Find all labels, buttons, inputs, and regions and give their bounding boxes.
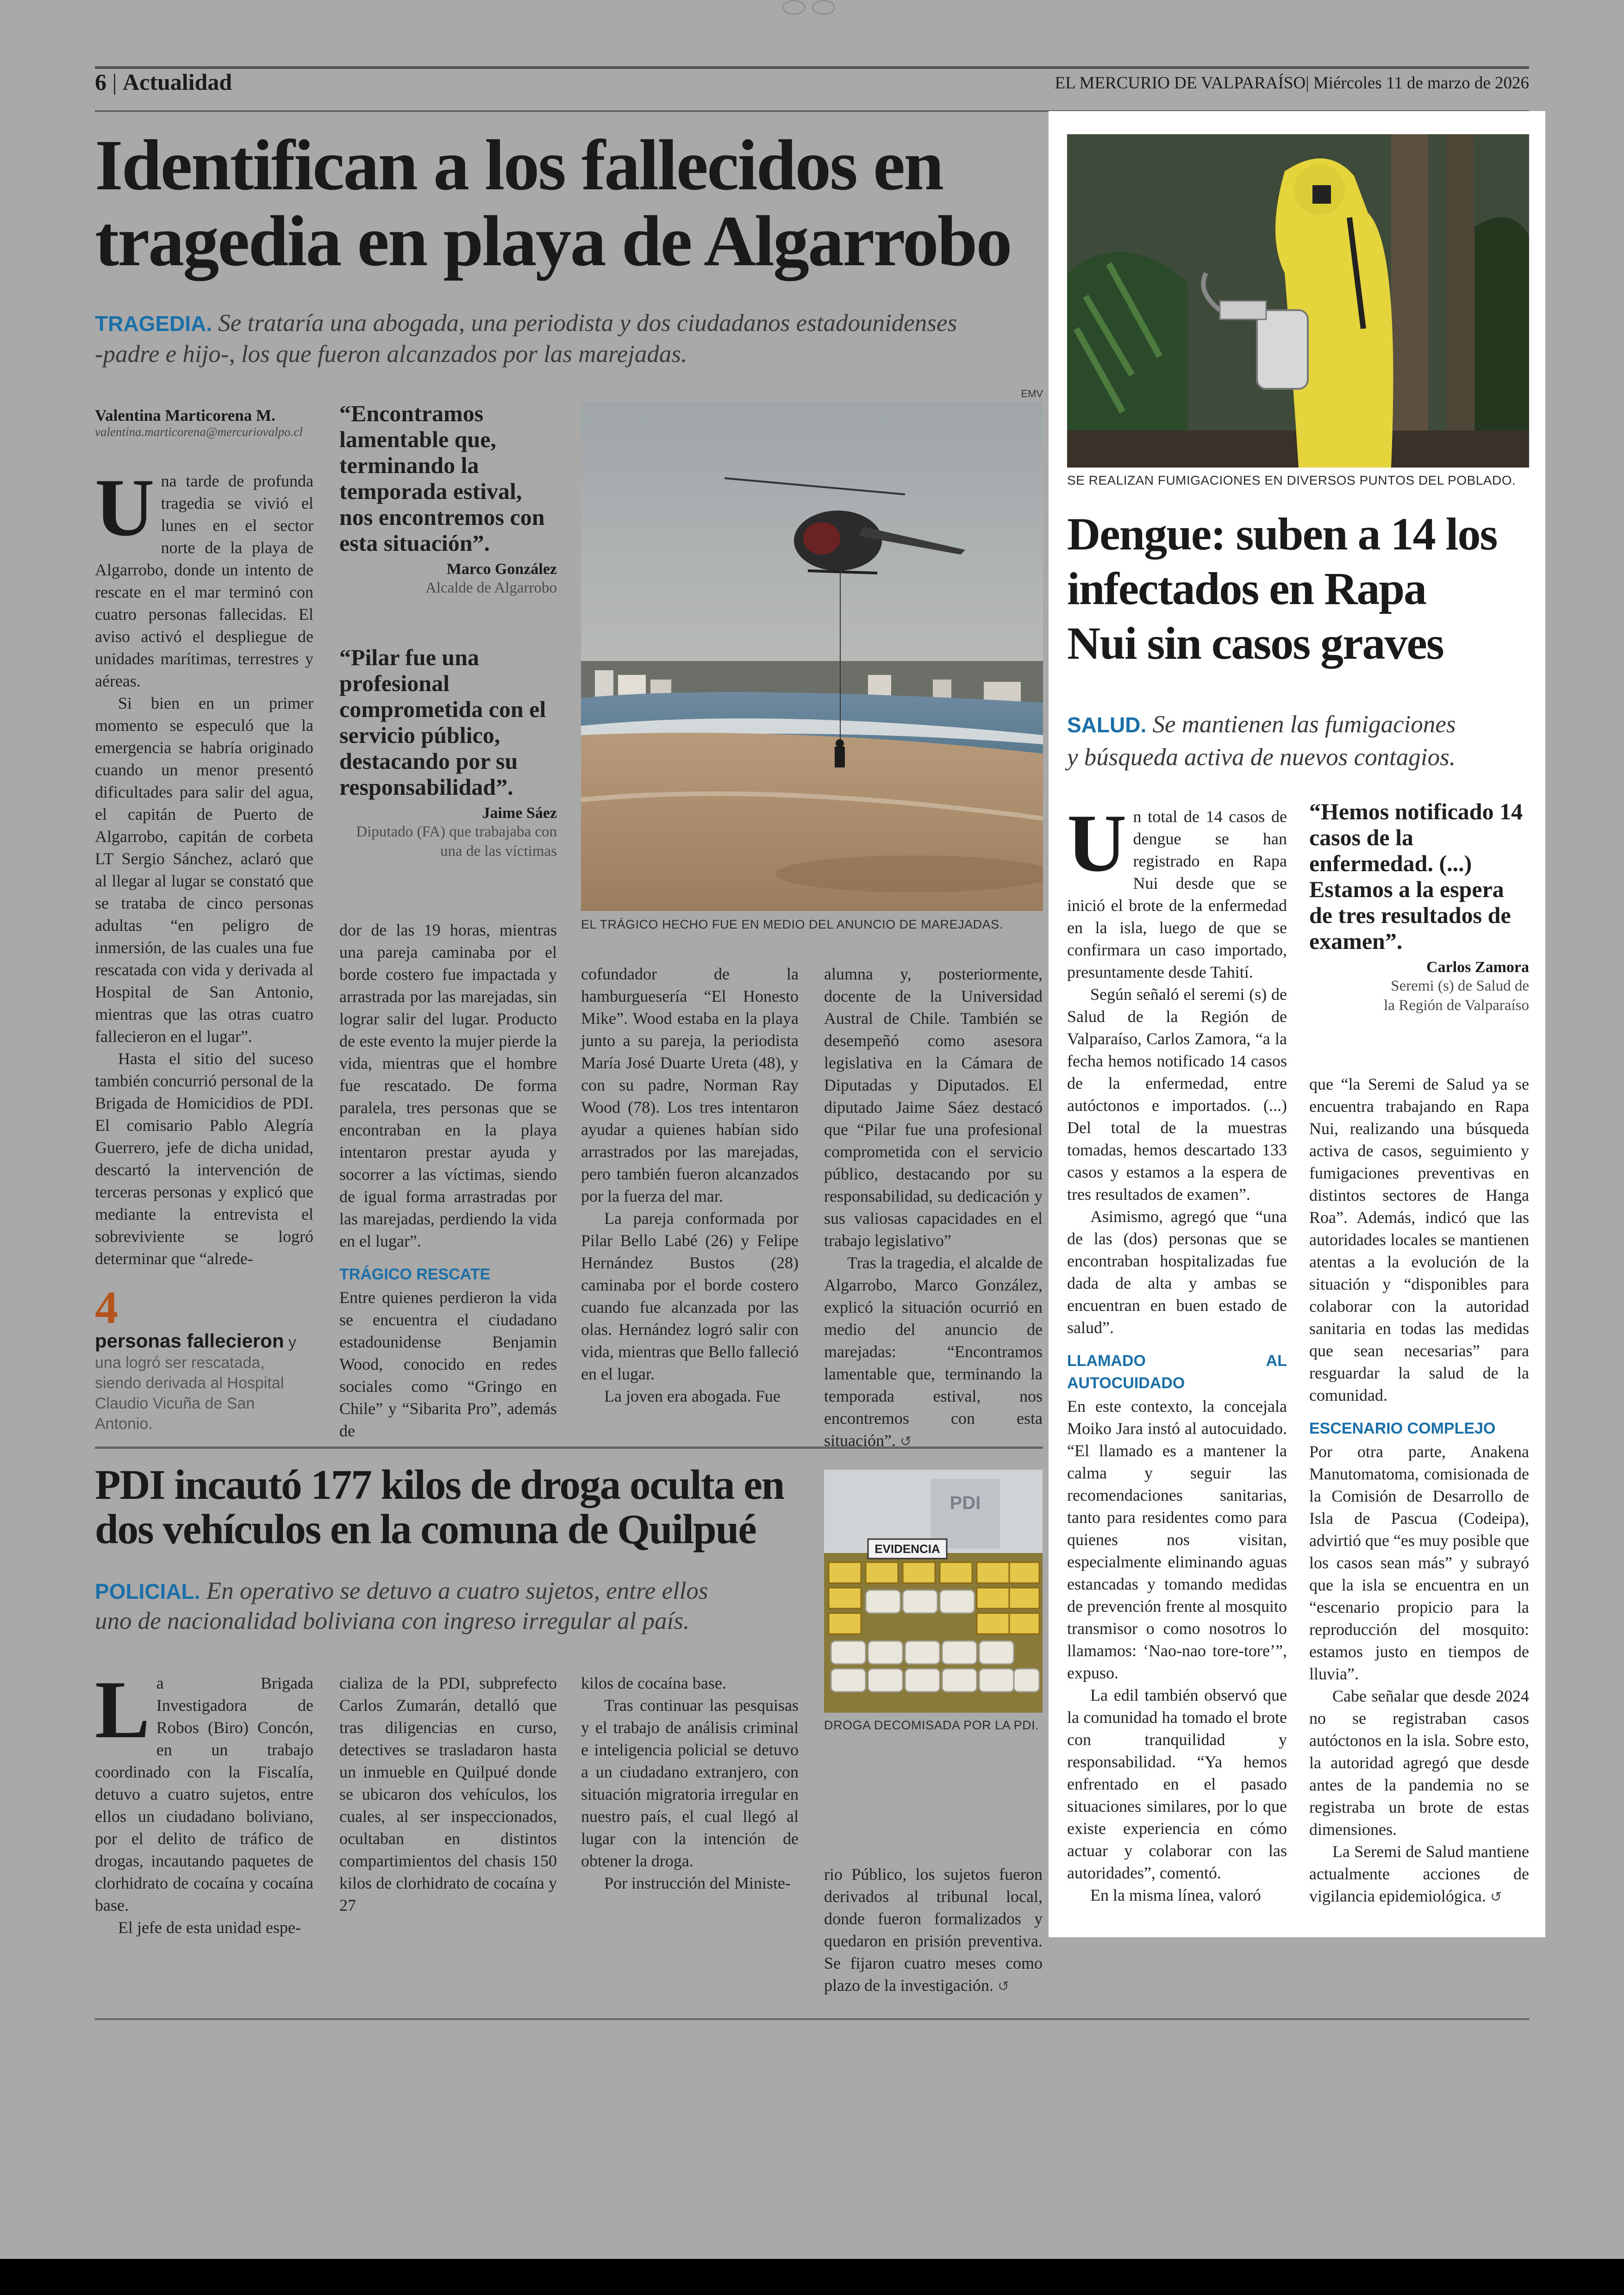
main-col-3 xyxy=(581,963,799,1407)
subhead-escenario: ESCENARIO COMPLEJO xyxy=(1309,1420,1496,1437)
dengue-headline-line-2: infectados en Rapa xyxy=(1067,563,1426,614)
stat-rest-2: una logró ser rescatada, siendo derivada al Hospital Claudio Vicuña de San Antonio. xyxy=(95,1354,284,1433)
dengue-col-1 xyxy=(1067,797,1287,1906)
drug-dek-line-2: uno de nacionalidad boliviana con ingreso irregular al país. xyxy=(95,1608,690,1634)
drug-col3-p3: Por instrucción del Ministe- xyxy=(604,1874,791,1892)
quote-2-role: Diputado (FA) que trabajaba con una de las víctimas xyxy=(356,823,557,860)
evidence-label-text: EVIDENCIA xyxy=(874,1542,940,1556)
main-col-4 xyxy=(824,963,1043,1453)
dengue-headline-line-1: Dengue: suben a 14 los xyxy=(1067,508,1497,560)
end-mark-icon: ↺ xyxy=(899,1434,912,1450)
drug-p1: a Brigada Investigadora de Robos (Biro) Concón, en un trabajo coordinado con la Fiscalía, detuvo a cuatro sujetos, entre ellos un ciudadano boliviano, por el delito de tráfico de drogas, incautando paquetes de clorhidrato de cocaína y cocaína base. xyxy=(95,1674,313,1915)
page-number: 6 xyxy=(95,69,106,95)
page-bottom-rule xyxy=(95,2018,1529,2020)
dengue-p6: En la misma línea, valoró xyxy=(1090,1886,1261,1904)
dengue-quote: “Hemos notificado 14 casos de la enfermedad. (...) Estamos a la espera de tres resultados de examen”. xyxy=(1309,798,1523,954)
fumigation-image xyxy=(1067,134,1529,468)
drug-col-2 xyxy=(339,1672,557,1916)
main-kicker: TRAGEDIA. xyxy=(95,312,212,336)
main-col-2 xyxy=(339,919,557,1442)
drug-col-3 xyxy=(581,1672,799,1894)
story-divider xyxy=(95,1447,1043,1449)
drug-p2: El jefe de esta unidad espe- xyxy=(118,1918,301,1937)
main-col2-p1: dor de las 19 horas, mientras una pareja caminaba por el borde costero fue impactada y arrastrada por las marejadas, sin lograr salir del lugar. Producto de este evento la mujer pierde la vida, mientras que el hombre fue rescatado. De forma paralela, tres personas que se encontraban en la playa intentaron prestar ayuda y socorrer a las víctimas, siendo de igual forma arrastradas por las marejadas, perdiendo la vida en el lugar”. xyxy=(339,921,557,1250)
quote-2-name: Jaime Sáez xyxy=(482,804,557,822)
author-name: Valentina Marticorena M. xyxy=(95,406,275,424)
quote-block-2 xyxy=(339,644,557,861)
stat-box xyxy=(95,1282,313,1434)
main-headline-line-1: Identifican a los fallecidos en xyxy=(95,125,943,205)
main-headline-line-2: tragedia en playa de Algarrobo xyxy=(95,200,1011,281)
drug-drop-cap: L xyxy=(95,1664,150,1755)
dengue-p5: La edil también observó que la comunidad ha tomado el brote con tranquilidad y responsabilidad. “Ya hemos enfrentado en el pasado situaciones similares, por lo que existe experiencia en cómo actuar y colaborar con las autoridades”, comentó. xyxy=(1067,1686,1287,1882)
dengue-p1: n total de 14 casos de dengue se han registrado en Rapa Nui desde que se inició el brote de la enfermedad en la isla, luego de que se confirmara un caso importado, presuntamente desde Tahití. xyxy=(1067,807,1287,981)
publication-name: EL MERCURIO DE VALPARAÍSO xyxy=(1055,74,1306,93)
dengue-quote-name: Carlos Zamora xyxy=(1426,959,1529,976)
drug-col3-p2: Tras continuar las pesquisas y el trabajo de análisis criminal e inteligencia policial se detuvo a un ciudadano extranjero, con situación migratoria irregular en nuestro país, el cual llegó al lugar con la intención de obtener la droga. xyxy=(581,1696,799,1870)
pub-divider: | xyxy=(1305,74,1313,93)
seized-drugs-image xyxy=(824,1470,1043,1713)
main-col2-p2: Entre quienes perdieron la vida se encuentra el ciudadano estadounidense Benjamin Wood, conocido en redes sociales como “Gringo en Chile” y “Sibarita Pro”, además de xyxy=(339,1288,557,1440)
dengue-quote-block xyxy=(1309,798,1529,1015)
drug-col-4 xyxy=(824,1863,1043,1998)
quote-1-name: Marco González xyxy=(446,561,557,578)
drug-dek xyxy=(95,1576,817,1636)
drug-headline xyxy=(95,1463,817,1551)
publication-date: Miércoles 11 de marzo de 2026 xyxy=(1313,74,1529,93)
helicopter-beach-image xyxy=(581,402,1043,911)
drug-photo-caption: DROGA DECOMISADA POR LA PDI. xyxy=(824,1718,1039,1732)
main-col4-p2: Tras la tragedia, el alcalde de Algarrobo, Marco González, explicó la situación ocurrió en medio del anuncio de marejadas: “Encontramos lamentable que, terminando la temporada estival, nos encontremos con esta situación”. xyxy=(824,1254,1043,1450)
dengue-headline xyxy=(1067,507,1530,671)
dengue-p2: Según señaló el seremi (s) de Salud de la Región de Valparaíso, Carlos Zamora, “a la fecha hemos notificado 14 casos de la enfermedad, entre autóctonos e importados. (...) Del total de la muestras tomadas, hemos descartado 133 casos y estamos a la espera de tres resultados de examen”. xyxy=(1067,985,1287,1204)
drop-cap: U xyxy=(95,461,155,553)
main-col3-p2: La pareja conformada por Pilar Bello Labé (26) y Felipe Hernández Bustos (28) caminaba por el borde costero cuando fue alcanzada por las olas. Hernández logró salir con vida, mientras que Bello falleció en el lugar. xyxy=(581,1209,799,1383)
section-name: Actualidad xyxy=(123,69,232,95)
dengue-p4: En este contexto, la concejala Moiko Jara instó al autocuidado. “El llamado es a mantener la calma y seguir las recomendaciones sanitarias, tanto para residentes como para quienes nos visitan, especialmente eliminando aguas estancadas y tomando medidas de prevención frente al mosquito transmisor o como nosotros lo llamamos: ‘Nao-nao tore-tore’”, expuso. xyxy=(1067,1397,1287,1682)
main-col3-p1: cofundador de la hamburguesería “El Honesto Mike”. Wood estaba en la playa junto a su pareja, la periodista María José Duarte Ureta (48), y con su padre, Norman Ray Wood (78). Los tres intentaron ayudar a quienes habían sido arrastrados por las marejadas, pero también fueron alcanzados por la fuerza del mar. xyxy=(581,965,799,1205)
stat-bold: personas fallecieron xyxy=(95,1330,284,1352)
helicopter-caption: EL TRÁGICO HECHO FUE EN MEDIO DEL ANUNCIO DE MAREJADAS. xyxy=(581,917,1003,931)
main-headline xyxy=(95,127,1044,279)
main-p2: Si bien en un primer momento se especuló que la emergencia se habría originado cuando un menor presentó dificultades para salir del agua, el capitán de Puerto de Algarrobo, capitán de corbeta LT Sergio Sánchez, aclaró que al llegar al lugar se constató que se trataba de cinco personas adultas “en peligro de inmersión, de las cuales una fue rescatada con vida y derivada al Hospital de San Antonio, mientras que las otras cuatro fallecieron en el lugar”. xyxy=(95,694,313,1046)
main-dek xyxy=(95,308,1044,369)
quote-2: “Pilar fue una profesional comprometida con el servicio público, destacando por su responsabilidad”. xyxy=(339,644,546,800)
main-byline xyxy=(95,406,313,439)
drug-kicker: POLICIAL. xyxy=(95,1579,200,1603)
pdi-sign-text: PDI xyxy=(949,1493,981,1513)
drug-end-mark-icon: ↺ xyxy=(997,1978,1010,1995)
dengue-drop-cap: U xyxy=(1067,797,1127,889)
drug-col4-p1: rio Público, los sujetos fueron derivados al tribunal local, donde fueron formalizados y quedaron en prisión preventiva. Se fijaron cuatro meses como plazo de la investigación. xyxy=(824,1865,1043,1995)
drug-headline-line-1: PDI incautó 177 kilos de droga oculta en xyxy=(95,1461,784,1508)
dengue-col2-p4: La Seremi de Salud mantiene actualmente acciones de vigilancia epidemiológica. xyxy=(1309,1842,1529,1905)
main-col-1 xyxy=(95,461,313,1270)
quote-block-1 xyxy=(339,400,557,598)
main-p3: Hasta el sitio del suceso también concurrió personal de la Brigada de Homicidios de PDI. El comisario Pablo Alegría Guerrero, jefe de dicha unidad, descartó la intervención de terceras personas y explicó que mediante la entrevista el sobreviviente se logró determinar que “alrede- xyxy=(95,1049,313,1268)
subhead-autocuidado: LLAMADO AL AUTOCUIDADO xyxy=(1067,1352,1287,1392)
helicopter-photo xyxy=(581,402,1043,911)
dengue-headline-line-3: Nui sin casos graves xyxy=(1067,617,1443,669)
dengue-quote-role-1: Seremi (s) de Salud de xyxy=(1391,978,1529,994)
header-top-rule xyxy=(95,66,1529,69)
drug-dek-line-1: En operativo se detuvo a cuatro sujetos, entre ellos xyxy=(206,1578,708,1604)
dengue-dek xyxy=(1067,708,1530,773)
main-col4-p1: alumna y, posteriormente, docente de la Universidad Austral de Chile. También se desempeñó como asesora legislativa en la Cámara de Diputadas y Diputados. El diputado Jaime Sáez destacó que “Pilar fue una profesional comprometida con el servicio público, destacando por su responsabilidad, su dedicación y sus valiosas capacidades en el trabajo legislativo” xyxy=(824,965,1043,1250)
drug-col-1 xyxy=(95,1664,313,1939)
dengue-end-mark-icon: ↺ xyxy=(1490,1889,1502,1905)
section-label xyxy=(95,69,232,96)
main-p1: na tarde de profunda tragedia se vivió el lunes en el sector norte de la playa de Algarrobo, donde un intento de rescate en el mar terminó con cuatro personas fallecidas. El aviso activó el despliegue de unidades marítimas, terrestres y aéreas. xyxy=(95,472,313,690)
dengue-kicker: SALUD. xyxy=(1067,713,1147,737)
dengue-p3: Asimismo, agregó que “una de las (dos) personas que se encontraban hospitalizadas fue dada de alta y ambas se encuentran en buen estado de salud”. xyxy=(1067,1207,1287,1337)
photo-credit: EMV xyxy=(1021,388,1043,399)
drug-col3-p1: kilos de cocaína base. xyxy=(581,1674,726,1692)
publication-line xyxy=(926,73,1529,93)
subhead-tragico-rescate: TRÁGICO RESCATE xyxy=(339,1266,491,1283)
author-email: valentina.marticorena@mercuriovalpo.cl xyxy=(95,425,303,439)
dengue-col2-p1: que “la Seremi de Salud ya se encuentra trabajando en Rapa Nui, realizando una búsqueda activa de casos, seguimiento y fumigaciones preventivas en distintos sectores de Hanga Roa”. Además, indicó que las autoridades locales se mantienen atentas a la evolución de la situación y “disponibles para colaborar con la autoridad sanitaria en todas las medidas que sean necesarias” para resguardar la salud de la comunidad. xyxy=(1309,1075,1529,1404)
fumigation-caption: SE REALIZAN FUMIGACIONES EN DIVERSOS PUNTOS DEL POBLADO. xyxy=(1067,473,1516,487)
section-divider: | xyxy=(112,69,123,95)
quote-1: “Encontramos lamentable que, terminando la temporada estival, nos encontremos con esta situación”. xyxy=(339,400,545,556)
drug-col2-p1: cializa de la PDI, subprefecto Carlos Zumarán, detalló que tras diligencias en curso, detectives se trasladaron hasta un inmueble en Quilpué donde se ubicaron dos vehículos, los cuales, al ser inspeccionados, ocultaban en distintos compartimientos del chasis 150 kilos de clorhidrato de cocaína y 27 xyxy=(339,1674,557,1915)
stat-number: 4 xyxy=(95,1282,118,1333)
dengue-quote-role-2: la Región de Valparaíso xyxy=(1384,997,1529,1014)
main-col3-p3: La joven era abogada. Fue xyxy=(604,1387,781,1405)
screen-bottom-bar xyxy=(0,2259,1624,2295)
page-scroll-handle xyxy=(782,0,843,17)
main-dek-line-2: -padre e hijo-, los que fueron alcanzados por las marejadas. xyxy=(95,341,687,368)
dengue-col2-p3: Cabe señalar que desde 2024 no se registraban casos autóctonos en la isla. Sobre esto, la autoridad agregó que desde antes de la pandemia no se registraba un brote de estas dimensiones. xyxy=(1309,1687,1529,1839)
quote-1-role: Alcalde de Algarrobo xyxy=(425,580,557,596)
dengue-dek-line-1: Se mantienen las fumigaciones xyxy=(1152,711,1456,738)
main-dek-line-1: Se trataría una abogada, una periodista y dos ciudadanos estadounidenses xyxy=(218,310,957,337)
dengue-col2-p2: Por otra parte, Anakena Manutomatoma, comisionada de la Comisión de Desarrollo de Isla de Pascua (Codeipa), advirtió que “es muy posible que los casos sean más” y subrayó que la isla se encuentra en un “escenario propicio para la reproducción del mosquito: estamos justo en tiempos de lluvia”. xyxy=(1309,1442,1529,1683)
stat-rest-1: y xyxy=(284,1334,296,1351)
fumigation-photo xyxy=(1067,134,1529,468)
dengue-col-2 xyxy=(1309,1073,1529,1908)
drug-photo xyxy=(824,1470,1043,1713)
dengue-dek-line-2: y búsqueda activa de nuevos contagios. xyxy=(1067,744,1455,771)
drug-headline-line-2: dos vehículos en la comuna de Quilpué xyxy=(95,1505,756,1553)
